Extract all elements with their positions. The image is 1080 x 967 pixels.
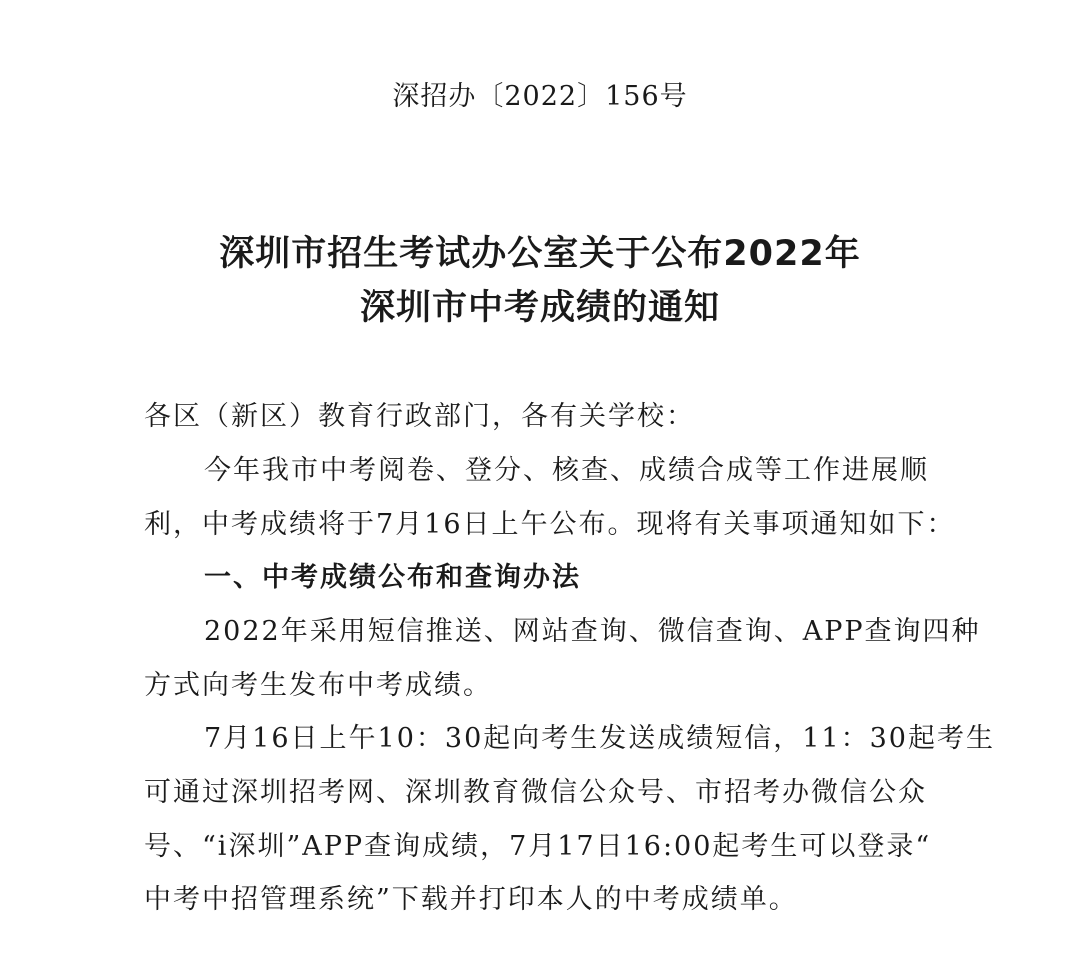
paragraph-3-line-3: 号、“i深圳”APP查询成绩，7月17日16:00起考生可以登录“ — [144, 831, 932, 862]
paragraph-3-line-1: 7月16日上午10：30起向考生发送成绩短信，11：30起考生 — [204, 723, 995, 754]
title-line-1: 深圳市招生考试办公室关于公布2022年 — [219, 234, 861, 274]
paragraph-3-line-4: 中考中招管理系统”下载并打印本人的中考成绩单。 — [144, 884, 798, 915]
paragraph-2-line-2: 方式向考生发布中考成绩。 — [144, 670, 492, 701]
paragraph-2-line-1: 2022年采用短信推送、网站查询、微信查询、APP查询四种 — [204, 616, 981, 647]
document-number: 深招办〔2022〕156号 — [392, 81, 688, 112]
paragraph-1-line-2: 利，中考成绩将于7月16日上午公布。现将有关事项通知如下： — [144, 509, 956, 540]
salutation: 各区（新区）教育行政部门，各有关学校： — [144, 401, 695, 432]
paragraph-3-line-2: 可通过深圳招考网、深圳教育微信公众号、市招考办微信公众 — [144, 777, 927, 808]
section-1-heading: 一、中考成绩公布和查询办法 — [204, 562, 581, 593]
title-line-2: 深圳市中考成绩的通知 — [359, 288, 720, 328]
paragraph-1-line-1: 今年我市中考阅卷、登分、核查、成绩合成等工作进展顺 — [204, 455, 929, 486]
